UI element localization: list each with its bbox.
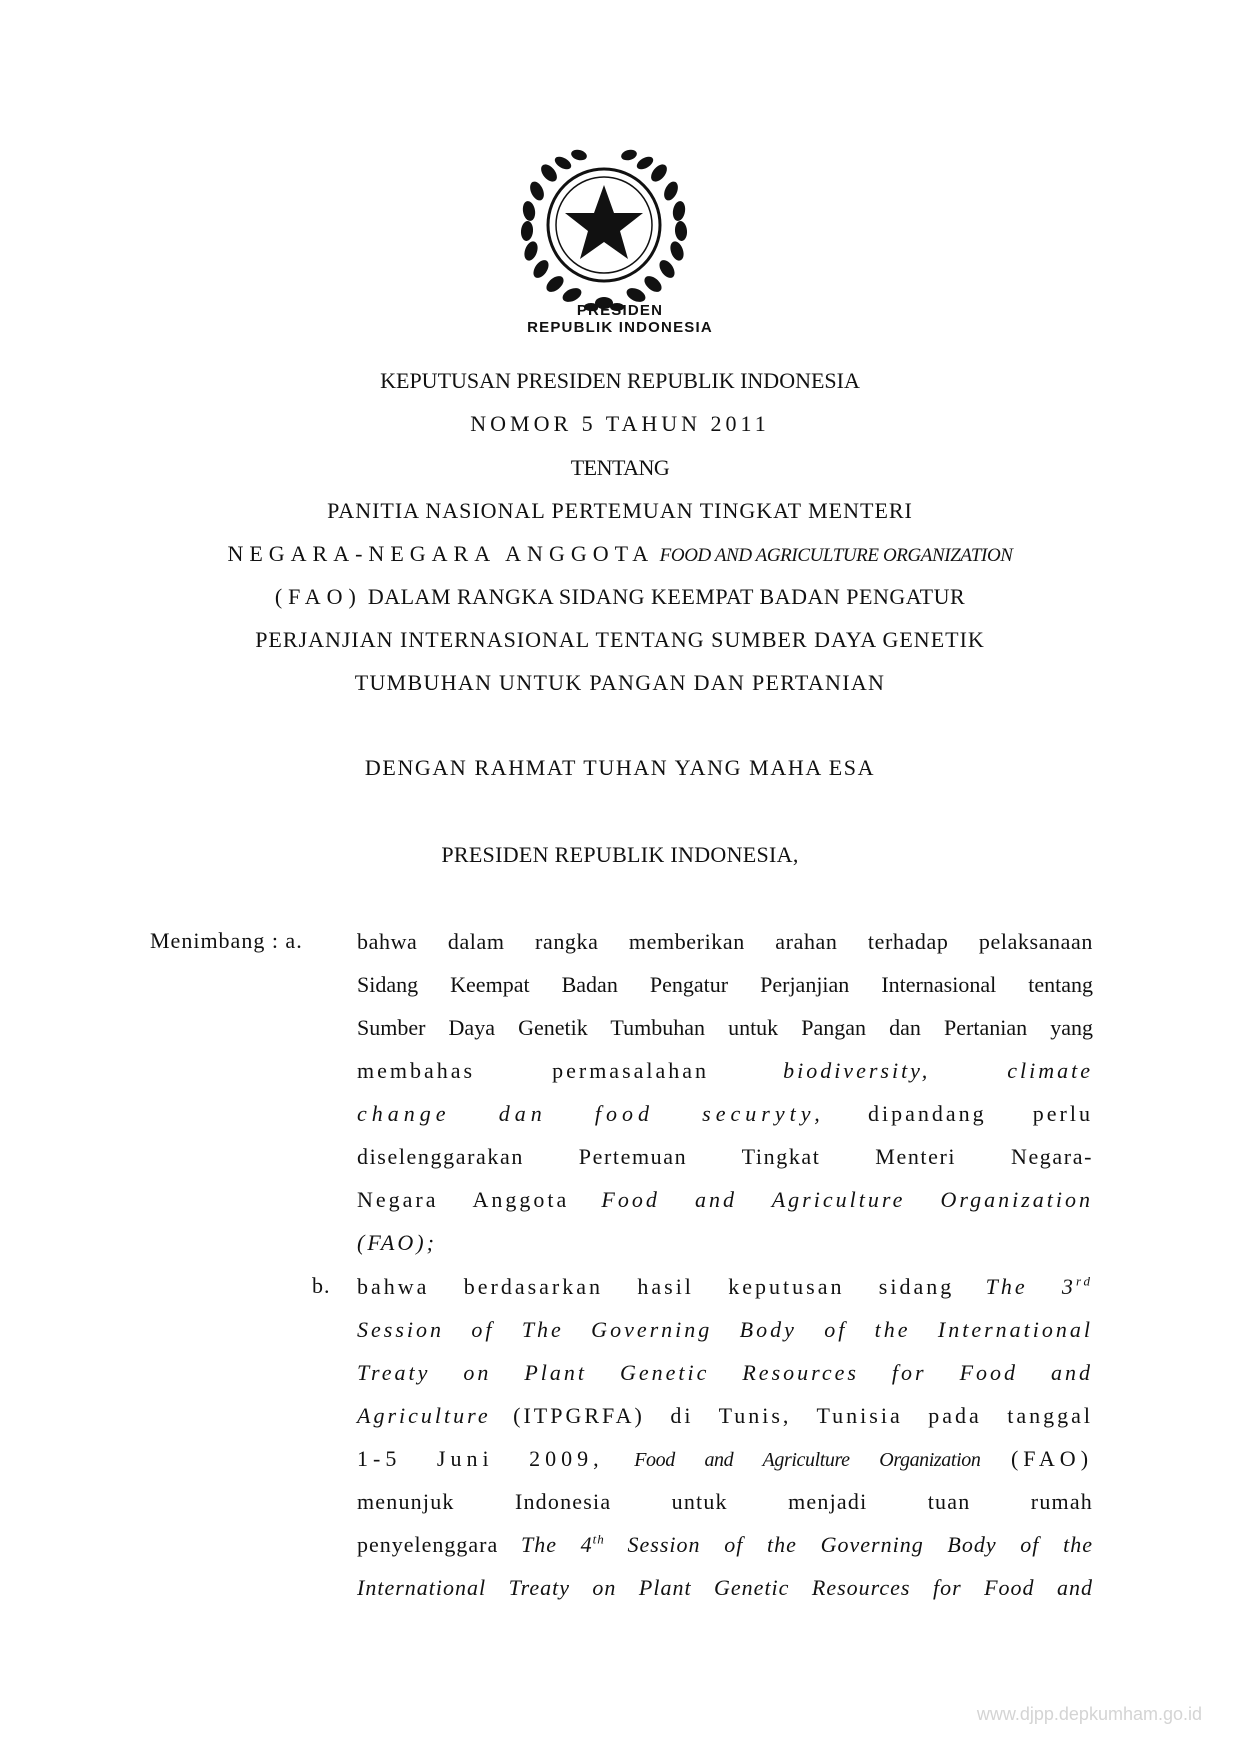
consideration-a (357, 920, 1093, 1264)
consideration-a-line: (FAO); (357, 1230, 437, 1255)
consideration-b-letter: b. (312, 1273, 331, 1298)
menimbang-label: Menimbang : a. (150, 928, 303, 953)
ordinal-suffix: th (592, 1531, 605, 1547)
subject-line-3-part-b: DALAM RANGKA SIDANG KEEMPAT BADAN PENGATUR (367, 584, 966, 609)
consideration-a-line: Sidang Keempat Badan Pengatur Perjanjian Internasional tentang (357, 972, 1093, 997)
decree-tentang: TENTANG (570, 455, 670, 480)
subject-line-3 (0, 584, 1240, 610)
consideration-a-line (357, 1049, 1093, 1092)
consideration-b-line: Treaty on Plant Genetic Resources for Food and (357, 1360, 1093, 1385)
consideration-b-term: Session of the Governing Body of the (627, 1532, 1093, 1557)
consideration-b (357, 1265, 1093, 1609)
consideration-a-text: dipandang perlu (867, 1101, 1093, 1126)
consideration-b-text: penyelenggara (357, 1532, 499, 1557)
consideration-b-text: 1-5 Juni 2009, (357, 1446, 604, 1471)
consideration-b-line (357, 1523, 1093, 1566)
consideration-b-term-text: The 3 (985, 1274, 1076, 1299)
presidential-emblem-icon (509, 133, 699, 323)
president-heading: PRESIDEN REPUBLIK INDONESIA, (441, 842, 799, 867)
watermark-url: www.djpp.depkumham.go.id (976, 1704, 1202, 1724)
consideration-b-term-text: The 4 (520, 1532, 593, 1557)
consideration-a-term: biodiversity, climate (783, 1058, 1094, 1083)
consideration-b-term: Food and Agriculture Organization (634, 1449, 981, 1471)
consideration-a-text: Negara Anggota (357, 1187, 570, 1212)
consideration-b-term (521, 1532, 605, 1557)
consideration-b-text: bahwa berdasarkan hasil keputusan sidang (357, 1274, 955, 1299)
subject-line-2-part-b: FOOD AND AGRICULTURE ORGANIZATION (659, 545, 1013, 566)
consideration-b-text: (ITPGRFA) di Tunis, Tunisia pada tanggal (513, 1403, 1094, 1428)
subject-line-4: PERJANJIAN INTERNASIONAL TENTANG SUMBER DAYA GENETIK (255, 627, 985, 652)
consideration-a-line: Sumber Daya Genetik Tumbuhan untuk Pangan dan Pertanian yang (357, 1015, 1093, 1040)
emblem-caption-presiden: PRESIDEN (576, 302, 664, 319)
emblem-caption-republik: REPUBLIK INDONESIA (527, 319, 713, 336)
decree-title: KEPUTUSAN PRESIDEN REPUBLIK INDONESIA (380, 368, 860, 393)
consideration-b-line (357, 1394, 1093, 1437)
consideration-a-line: diselenggarakan Pertemuan Tingkat Menteri Negara- (357, 1144, 1093, 1169)
consideration-a-text: membahas permasalahan (357, 1058, 710, 1083)
invocation: DENGAN RAHMAT TUHAN YANG MAHA ESA (364, 755, 876, 780)
consideration-b-line (357, 1265, 1093, 1308)
decree-number: NOMOR 5 TAHUN 2011 (470, 411, 770, 436)
subject-line-1: PANITIA NASIONAL PERTEMUAN TINGKAT MENTERI (327, 498, 913, 523)
subject-line-2 (0, 541, 1240, 569)
subject-line-2-part-a: NEGARA-NEGARA ANGGOTA (227, 541, 655, 566)
consideration-a-line (357, 1178, 1093, 1221)
consideration-b-line: Session of The Governing Body of the International (357, 1317, 1093, 1342)
consideration-b-line: International Treaty on Plant Genetic Resources for Food and (357, 1575, 1093, 1600)
consideration-a-term: change dan food securyty, (357, 1101, 825, 1126)
consideration-a-line (357, 1092, 1093, 1135)
consideration-b-term (986, 1274, 1093, 1299)
consideration-b-line: menunjuk Indonesia untuk menjadi tuan rumah (357, 1489, 1093, 1514)
ordinal-suffix: rd (1075, 1273, 1094, 1289)
subject-line-5: TUMBUHAN UNTUK PANGAN DAN PERTANIAN (354, 670, 886, 695)
consideration-a-term: Food and Agriculture Organization (601, 1187, 1094, 1212)
consideration-b-line (357, 1437, 1093, 1480)
consideration-b-term: Agriculture (357, 1403, 491, 1428)
subject-line-3-part-a: (FAO) (274, 584, 362, 609)
consideration-a-line: bahwa dalam rangka memberikan arahan terhadap pelaksanaan (357, 929, 1093, 954)
consideration-b-text: (FAO) (1010, 1446, 1094, 1471)
